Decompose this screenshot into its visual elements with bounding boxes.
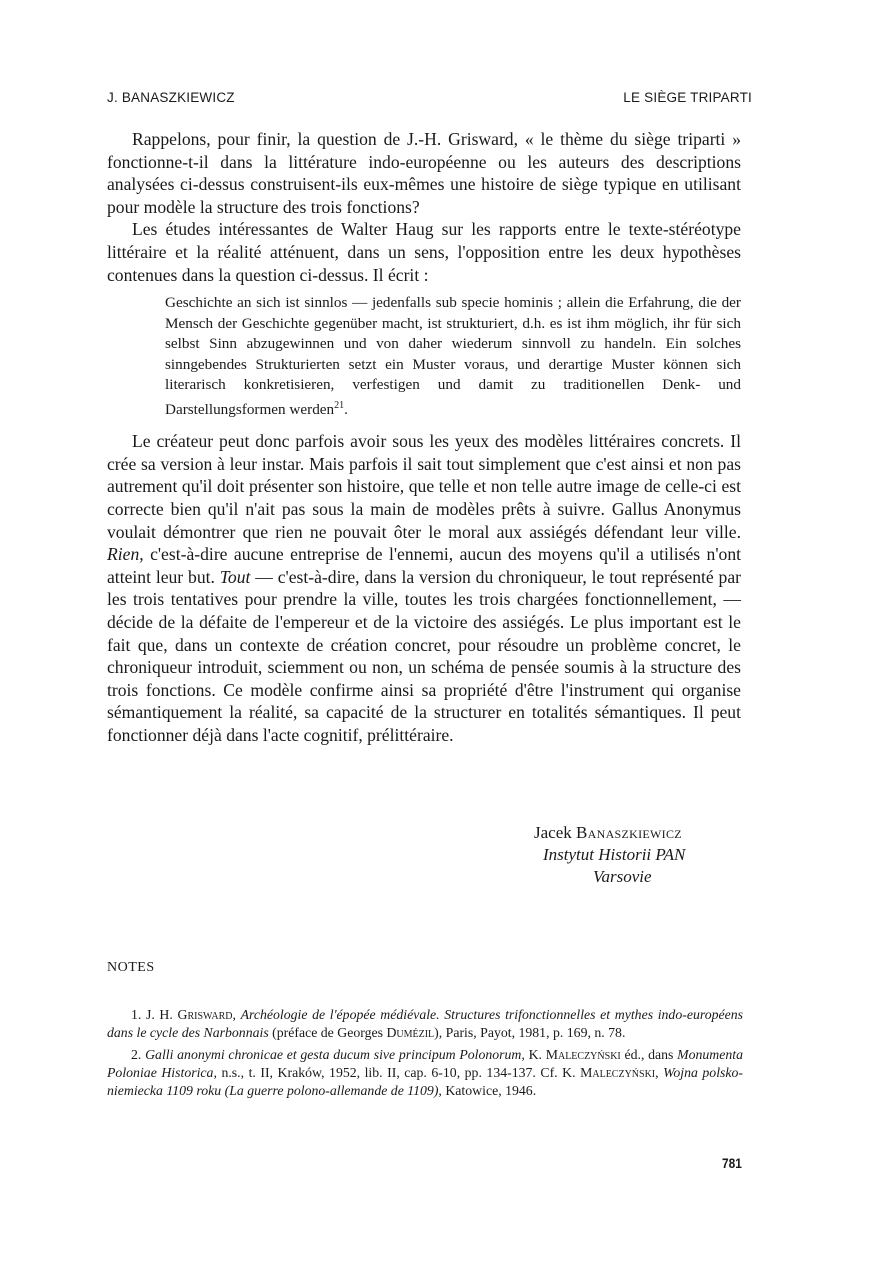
- author-signature: [480, 822, 780, 888]
- footnotes: [107, 1006, 743, 1104]
- p3-part-a: Le créateur peut donc parfois avoir sous les yeux des modèles littéraires concrets. Il crée sa version à leur instar. Mais parfois il sait tout simplement que c'est ainsi et non pas autrement qu'il doit présenter son histoire, que telle et non telle autre image de celle-ci est correcte bien qu'il n'ait pas sous la main de modèles prêts à suivre. Gallus Anonymus voulait démontrer que rien ne pouvait ôter le moral aux assiégés défendant leur ville.: [107, 431, 741, 542]
- quote-text: Geschichte an sich ist sinnlos — jedenfalls sub specie hominis ; allein die Erfahrung, die der Mensch der Geschichte gegenüber macht, ist strukturiert, d.h. es ist ihm möglich, ihr für sich selbst Sinn abzugewinnen und von daher wiederum sinnvoll zu handeln. Ein solches sinngebendes Strukturierten setzt ein Muster voraus, und derartige Muster können sich literarisch konkretisieren, verfestigen und damit zu traditionellen Denk- und Darstellungsformen werden: [165, 294, 741, 418]
- paragraph-1: Rappelons, pour finir, la question de J.-H. Grisward, « le thème du siège triparti » fonctionne-t-il dans la littérature indo-européenne ou les auteurs des descriptions analysées ci-dessus construisent-ils eux-mêmes une histoire de siège typique en utilisant pour modèle la structure des trois fonctions?: [107, 129, 741, 217]
- notes-heading: NOTES: [107, 960, 155, 975]
- running-head-author: J. BANASZKIEWICZ: [107, 90, 235, 105]
- quote-end: .: [344, 400, 348, 418]
- note1-title: Archéologie de l'épopée médiévale. Structures trifonctionnelles et mythes indo-européens dans le cycle des Narbonnais: [107, 1007, 744, 1040]
- p3-rien: Rien,: [107, 544, 144, 565]
- running-head: [107, 90, 752, 110]
- note2-place: Katowice, 1946.: [445, 1083, 537, 1098]
- signature-last-name: Banaszkiewicz: [576, 823, 682, 842]
- signature-first-name: Jacek: [534, 823, 572, 842]
- running-head-title: LE SIÈGE TRIPARTI: [623, 90, 752, 105]
- note2-title2: Wojna polsko-niemiecka 1109 roku (La guerre polono-allemande de 1109),: [107, 1065, 744, 1098]
- note1-preface-author: Dumézil: [386, 1025, 435, 1040]
- note1-author: Grisward,: [177, 1007, 236, 1022]
- note2-series: Monumenta Poloniae Historica,: [107, 1047, 744, 1080]
- signature-name: [534, 822, 780, 844]
- signature-city: Varsovie: [593, 867, 652, 886]
- article-body: [107, 128, 741, 747]
- note2-editor: K. Maleczyński: [528, 1047, 621, 1062]
- p3-part-b: c'est-à-dire aucune entreprise de l'ennemi, aucun des moyens qu'il a utilisés n'ont atteint leur but.: [107, 544, 742, 587]
- paragraph-3: [107, 430, 741, 746]
- paragraph-2: Les études intéressantes de Walter Haug sur les rapports entre le texte-stéréotype littéraire et la réalité atténuent, dans un sens, l'opposition entre les deux hypothèses contenues dans la question ci-dessus. Il écrit :: [107, 219, 741, 285]
- footnote-1: [107, 1006, 743, 1042]
- note2-title: Galli anonymi chronicae et gesta ducum sive principum Polonorum,: [145, 1047, 525, 1062]
- p3-part-c: — c'est-à-dire, dans la version du chroniqueur, le tout représenté par les trois tentatives pour prendre la ville, toutes les trois chargées fonctionnellement, — décide de la défaite de l'empereur et de la victoire des assiégés. Le plus important est le fait que, dans un contexte de création concret, pour résoudre un problème concret, le chroniqueur introduit, sciemment ou non, un schéma de pensée soumis à la structure des trois fonctions. Ce modèle confirme ainsi sa propriété d'être l'instrument qui organise sémantiquement la réalité, sa capacité de la structurer en totalités sémantiques. Il peut fonctionner déjà dans l'acte cognitif, prélittéraire.: [107, 566, 742, 745]
- note1-pre: (préface de Georges: [272, 1025, 383, 1040]
- footnote-2: [107, 1046, 743, 1100]
- signature-institution: Instytut Historii PAN: [543, 845, 686, 864]
- note2-author2: Maleczyński,: [580, 1065, 659, 1080]
- note2-details: n.s., t. II, Kraków, 1952, lib. II, cap. 6-10, pp. 134-137. Cf. K.: [221, 1065, 576, 1080]
- block-quote: [165, 293, 741, 420]
- note1-rest: ), Paris, Payot, 1981, p. 169, n. 78.: [434, 1025, 626, 1040]
- note2-number: 2.: [131, 1047, 142, 1062]
- note1-number: 1. J. H.: [131, 1007, 173, 1022]
- page-number: 781: [722, 1155, 742, 1171]
- footnote-ref-21: 21: [334, 399, 345, 411]
- p3-tout: Tout: [219, 566, 251, 587]
- note2-ed: éd., dans: [624, 1047, 674, 1062]
